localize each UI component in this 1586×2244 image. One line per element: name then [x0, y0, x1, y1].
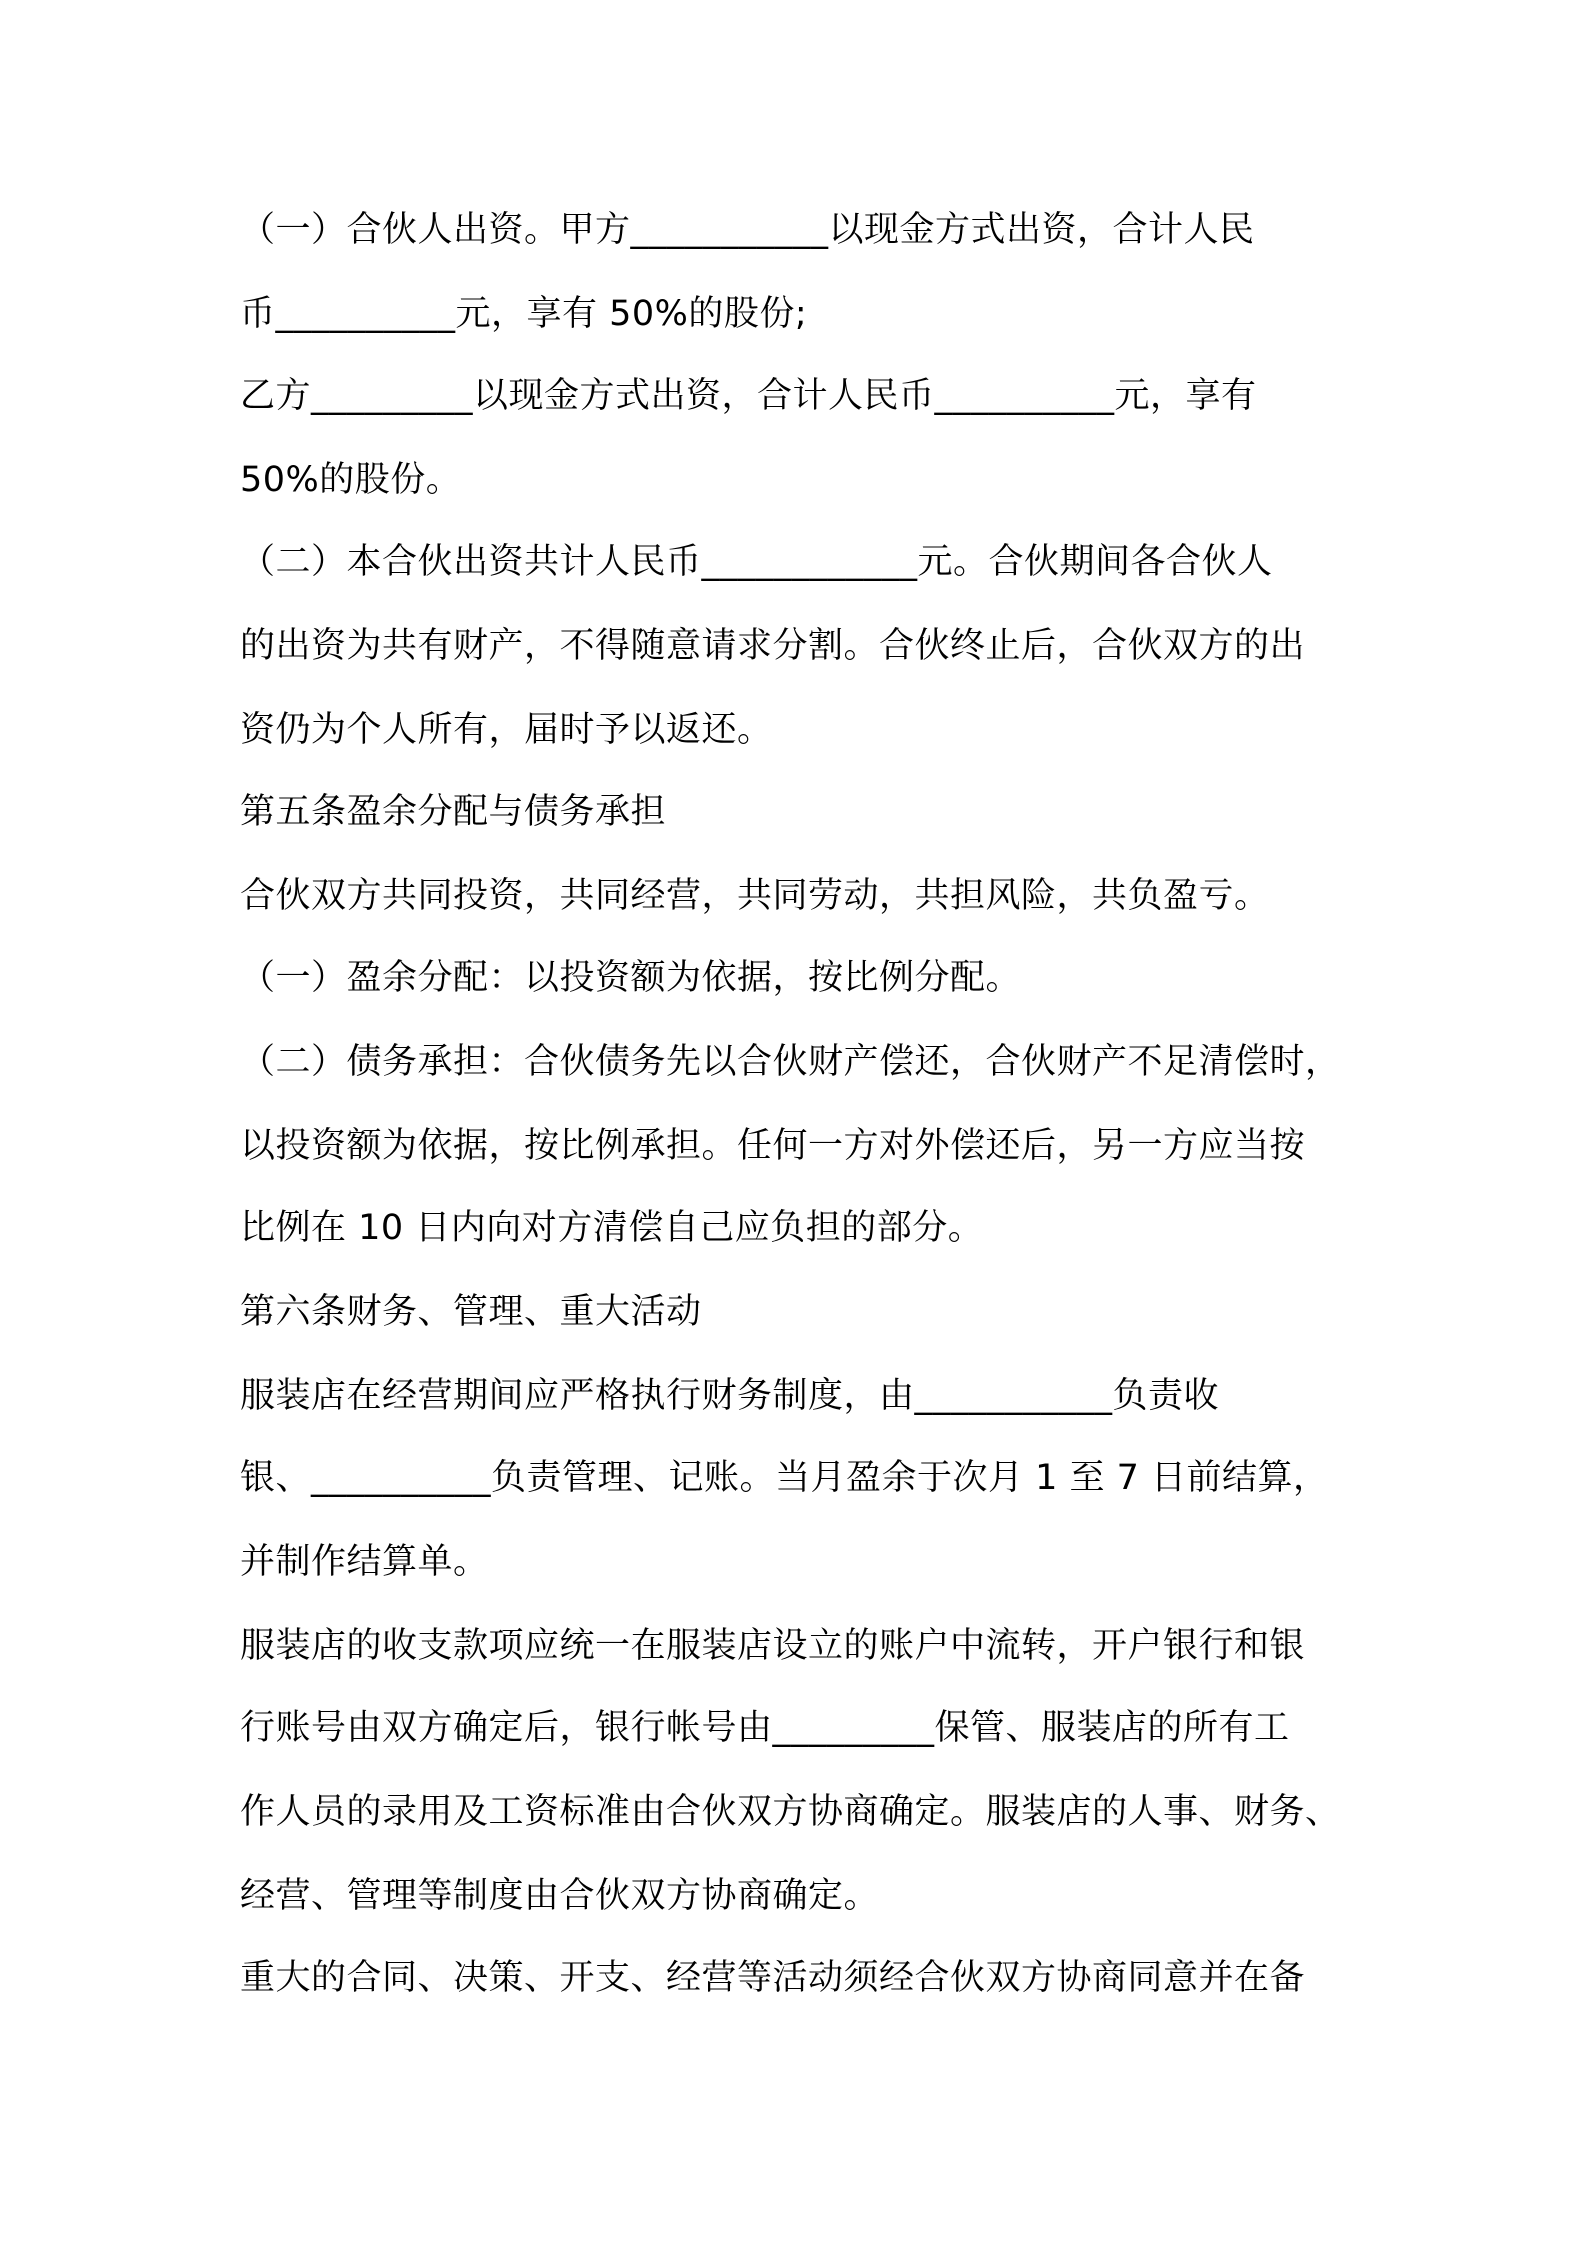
- text-line: 银、__________负责管理、记账。当月盈余于次月 1 至 7 日前结算，: [240, 1458, 1329, 1498]
- text-line: 行账号由双方确定后，银行帐号由_________保管、服装店的所有工: [240, 1708, 1290, 1748]
- text-line: 50%的股份。: [240, 460, 462, 500]
- text-line: 合伙双方共同投资，共同经营，共同劳动，共担风险，共负盈亏。: [240, 876, 1270, 916]
- text-line: （二）债务承担：合伙债务先以合伙财产偿还，合伙财产不足清偿时，: [240, 1042, 1341, 1082]
- text-line: 以投资额为依据，按比例承担。任何一方对外偿还后，另一方应当按: [240, 1126, 1306, 1166]
- text-line: 资仍为个人所有，届时予以返还。: [240, 710, 773, 750]
- text-line: 并制作结算单。: [240, 1542, 489, 1582]
- text-line: （一）盈余分配：以投资额为依据，按比例分配。: [240, 958, 1022, 998]
- text-line: （二）本合伙出资共计人民币____________元。合伙期间各合伙人: [240, 542, 1273, 582]
- text-line: 服装店在经营期间应严格执行财务制度，由___________负责收: [240, 1376, 1220, 1416]
- section-heading: 第六条财务、管理、重大活动: [240, 1292, 702, 1332]
- text-line: 作人员的录用及工资标准由合伙双方协商确定。服装店的人事、财务、: [240, 1792, 1341, 1832]
- text-line: 乙方_________以现金方式出资，合计人民币__________元，享有: [240, 376, 1257, 416]
- text-line: 比例在 10 日内向对方清偿自己应负担的部分。: [240, 1208, 984, 1248]
- text-line: （一）合伙人出资。甲方___________以现金方式出资，合计人民: [240, 210, 1255, 250]
- text-line: 重大的合同、决策、开支、经营等活动须经合伙双方协商同意并在备: [240, 1958, 1306, 1998]
- text-line: 币__________元，享有 50%的股份;: [240, 294, 808, 334]
- text-line: 的出资为共有财产，不得随意请求分割。合伙终止后，合伙双方的出: [240, 626, 1306, 666]
- text-line: 服装店的收支款项应统一在服装店设立的账户中流转，开户银行和银: [240, 1626, 1306, 1666]
- text-line: 经营、管理等制度由合伙双方协商确定。: [240, 1876, 880, 1916]
- section-heading: 第五条盈余分配与债务承担: [240, 792, 667, 832]
